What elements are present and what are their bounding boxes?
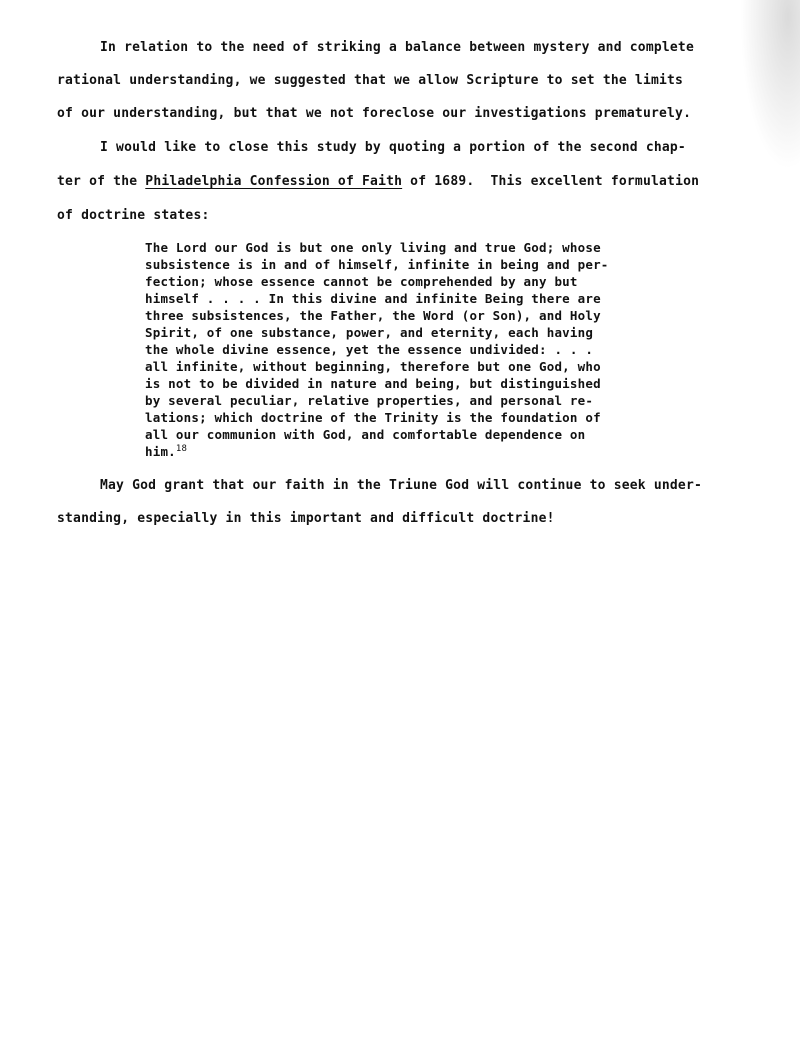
quote-line: is not to be divided in nature and being, but distinguished [145,376,601,391]
quote-line: The Lord our God is but one only living and true God; whose [145,240,601,255]
text-line: May God grant that our faith in the Triune God will continue to seek under- [100,478,702,493]
quote-line: lations; which doctrine of the Trinity is the foundation of [145,410,601,425]
quote-line: himself . . . . In this divine and infinite Being there are [145,291,601,306]
quote-line: fection; whose essence cannot be comprehended by any but [145,274,578,289]
text-line: standing, especially in this important and difficult doctrine! [57,511,555,526]
quote-line: Spirit, of one substance, power, and eternity, each having [145,325,594,340]
text-line [57,174,699,190]
quote-line: three subsistences, the Father, the Word (or Son), and Holy [145,308,601,323]
quote-line: the whole divine essence, yet the essence undivided: . . . [145,342,594,357]
quote-line [145,444,187,459]
text-line: of doctrine states: [57,208,210,223]
text-line: I would like to close this study by quoting a portion of the second chap- [100,140,686,155]
text-line: of our understanding, but that we not foreclose our investigations prematurely. [57,106,692,121]
confession-title: Philadelphia Confession of Faith [145,174,403,189]
footnote-marker: 18 [175,443,188,454]
quote-line: all our communion with God, and comfortable dependence on [145,427,586,442]
text-line: rational understanding, we suggested that we allow Scripture to set the limits [57,73,684,88]
quote-line: by several peculiar, relative properties, and personal re- [145,393,594,408]
quote-line: subsistence is in and of himself, infinite in being and per- [145,257,609,272]
quote-end: him. [145,444,176,459]
text-line: In relation to the need of striking a balance between mystery and complete [100,40,694,55]
text-segment: of 1689. This excellent formulation [402,174,700,189]
text-segment: ter of the [57,174,146,189]
scan-speckle [740,0,800,170]
quote-line: all infinite, without beginning, therefore but one God, who [145,359,601,374]
